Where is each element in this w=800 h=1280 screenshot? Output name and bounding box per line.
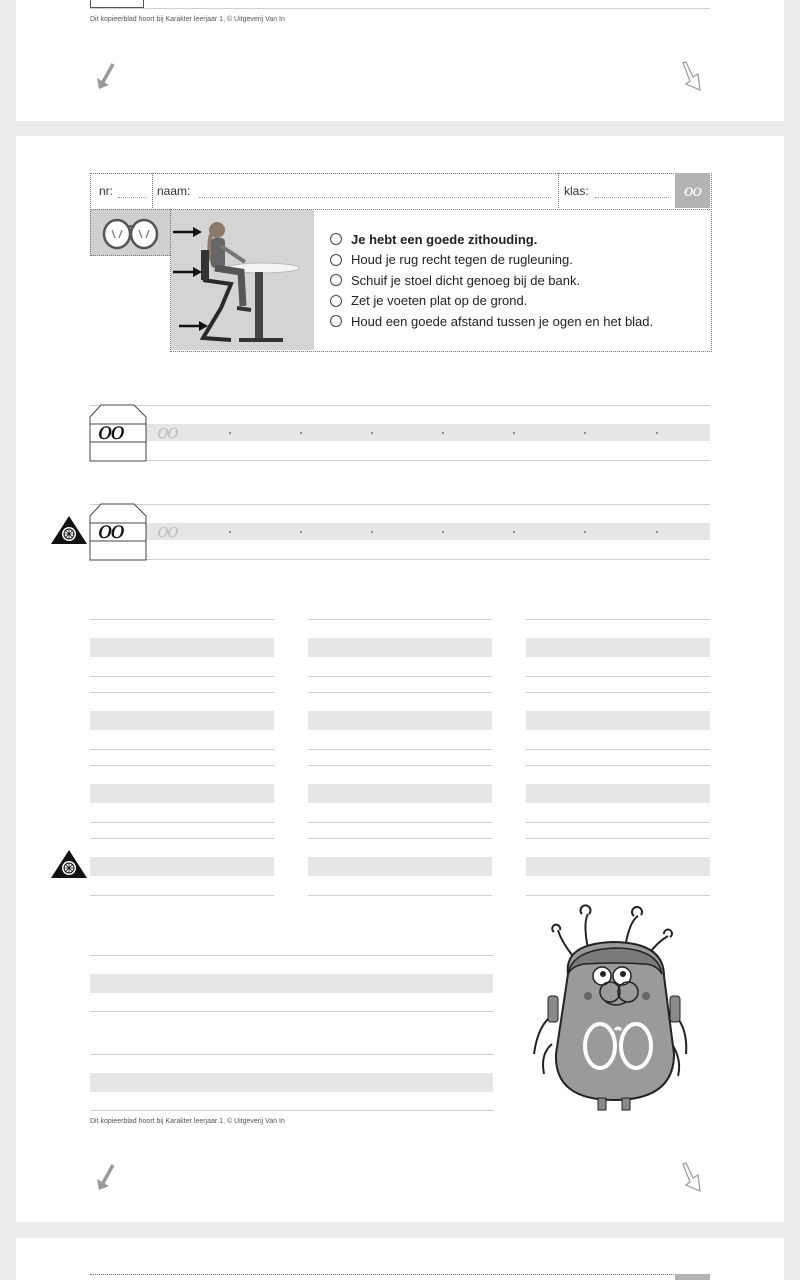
glasses-icon-box [90, 209, 172, 256]
writing-band [90, 638, 274, 657]
naam-field[interactable] [153, 173, 559, 208]
writing-band [526, 784, 710, 803]
guide-line [308, 676, 492, 677]
glasses-icon [91, 210, 171, 255]
nr-line [118, 197, 146, 198]
guide-line [90, 838, 274, 839]
guide-line [90, 692, 274, 693]
tip-title: Je hebt een goede zithouding. [351, 231, 538, 247]
arrow-down-left-icon[interactable] [96, 1163, 116, 1191]
guide-line [90, 460, 710, 461]
writing-band [526, 711, 710, 730]
guide-line [526, 619, 710, 620]
arrow-right-icon [173, 266, 203, 278]
trace-letter[interactable]: oo [157, 419, 178, 443]
start-dot [656, 531, 658, 533]
klas-line [595, 197, 669, 198]
radio-icon[interactable] [330, 274, 342, 286]
guide-line [90, 559, 710, 560]
writing-band [90, 974, 493, 993]
guide-line [526, 822, 710, 823]
arrow-right-icon [179, 320, 209, 332]
naam-label: naam: [157, 184, 191, 198]
tip-item[interactable] [330, 229, 705, 250]
worksheet-page [16, 136, 784, 1222]
arrow-down-left-icon[interactable] [96, 62, 116, 90]
prev-page-box-edge [90, 0, 144, 8]
start-dot [229, 432, 231, 434]
radio-icon[interactable] [330, 295, 342, 307]
tip-item[interactable] [330, 250, 705, 271]
guide-line [308, 692, 492, 693]
radio-icon[interactable] [330, 254, 342, 266]
page-footer: Dit kopieerblad hoort bij Karakter leerjaar 1, © Uitgeverij Van In [90, 1118, 285, 1125]
start-dot [656, 432, 658, 434]
guide-line [308, 765, 492, 766]
tip-text: Houd je rug recht tegen de rugleuning. [351, 252, 573, 268]
guide-line [308, 749, 492, 750]
guide-line [526, 895, 710, 896]
writing-band [90, 784, 274, 803]
trace-letter[interactable]: oo [157, 518, 178, 542]
writing-band [90, 424, 710, 441]
triangle-wheel-icon [50, 515, 88, 545]
nr-field[interactable] [90, 173, 153, 208]
writing-band [308, 638, 492, 657]
start-dot [300, 531, 302, 533]
prev-page-line [90, 8, 710, 9]
guide-line [90, 895, 274, 896]
guide-line [308, 822, 492, 823]
writing-band [90, 857, 274, 876]
guide-line [90, 1110, 493, 1111]
next-page-header-edge [90, 1274, 710, 1275]
start-dot [442, 531, 444, 533]
guide-line [90, 676, 274, 677]
tip-item[interactable] [330, 311, 705, 332]
tip-text: Houd een goede afstand tussen je ogen en het blad. [351, 313, 654, 329]
tip-item[interactable] [330, 270, 705, 291]
letter-badge-text: oo [683, 181, 702, 200]
bug-mascot-icon [524, 904, 694, 1114]
guide-line [90, 749, 274, 750]
tip-text: Zet je voeten plat op de grond. [351, 293, 528, 309]
guide-line [90, 765, 274, 766]
writing-band [526, 857, 710, 876]
guide-line [90, 822, 274, 823]
writing-band [308, 857, 492, 876]
writing-band [526, 638, 710, 657]
radio-icon[interactable] [330, 315, 342, 327]
next-page-badge-edge [675, 1274, 710, 1280]
triangle-wheel-icon [50, 849, 88, 879]
prev-page-footer: Dit kopieerblad hoort bij Karakter leerjaar 1, © Uitgeverij Van In [90, 16, 285, 23]
start-dot [229, 531, 231, 533]
start-dot [513, 531, 515, 533]
guide-line [90, 619, 274, 620]
guide-line [526, 692, 710, 693]
guide-line [526, 676, 710, 677]
hollow-arrow-down-right-icon[interactable] [678, 60, 704, 92]
guide-line [90, 1054, 493, 1055]
hollow-arrow-down-right-icon[interactable] [678, 1161, 704, 1193]
start-dot [442, 432, 444, 434]
next-page [16, 1238, 784, 1280]
start-dot [371, 432, 373, 434]
tip-item[interactable] [330, 291, 705, 312]
guide-line [90, 955, 493, 956]
posture-tips [330, 229, 705, 332]
previous-page [16, 0, 784, 121]
guide-line [90, 405, 710, 406]
writing-band [90, 711, 274, 730]
nr-label: nr: [99, 184, 114, 198]
writing-band [308, 711, 492, 730]
writing-band [90, 1073, 493, 1092]
writing-band [90, 523, 710, 540]
guide-line [308, 619, 492, 620]
guide-line [308, 838, 492, 839]
model-letter: oo [98, 516, 123, 544]
model-letter: oo [98, 417, 123, 445]
naam-line [199, 197, 551, 198]
tip-text: Schuif je stoel dicht genoeg bij de bank. [351, 272, 581, 288]
start-dot [513, 432, 515, 434]
guide-line [308, 895, 492, 896]
start-dot [584, 531, 586, 533]
klas-field[interactable] [559, 173, 674, 208]
start-dot [300, 432, 302, 434]
guide-line [526, 765, 710, 766]
radio-icon[interactable] [330, 233, 342, 245]
letter-badge [675, 173, 710, 208]
guide-line [526, 838, 710, 839]
writing-band [308, 784, 492, 803]
klas-label: klas: [564, 184, 589, 198]
start-dot [584, 432, 586, 434]
guide-line [526, 749, 710, 750]
guide-line [90, 504, 710, 505]
start-dot [371, 531, 373, 533]
guide-line [90, 1011, 493, 1012]
arrow-right-icon [173, 226, 203, 238]
